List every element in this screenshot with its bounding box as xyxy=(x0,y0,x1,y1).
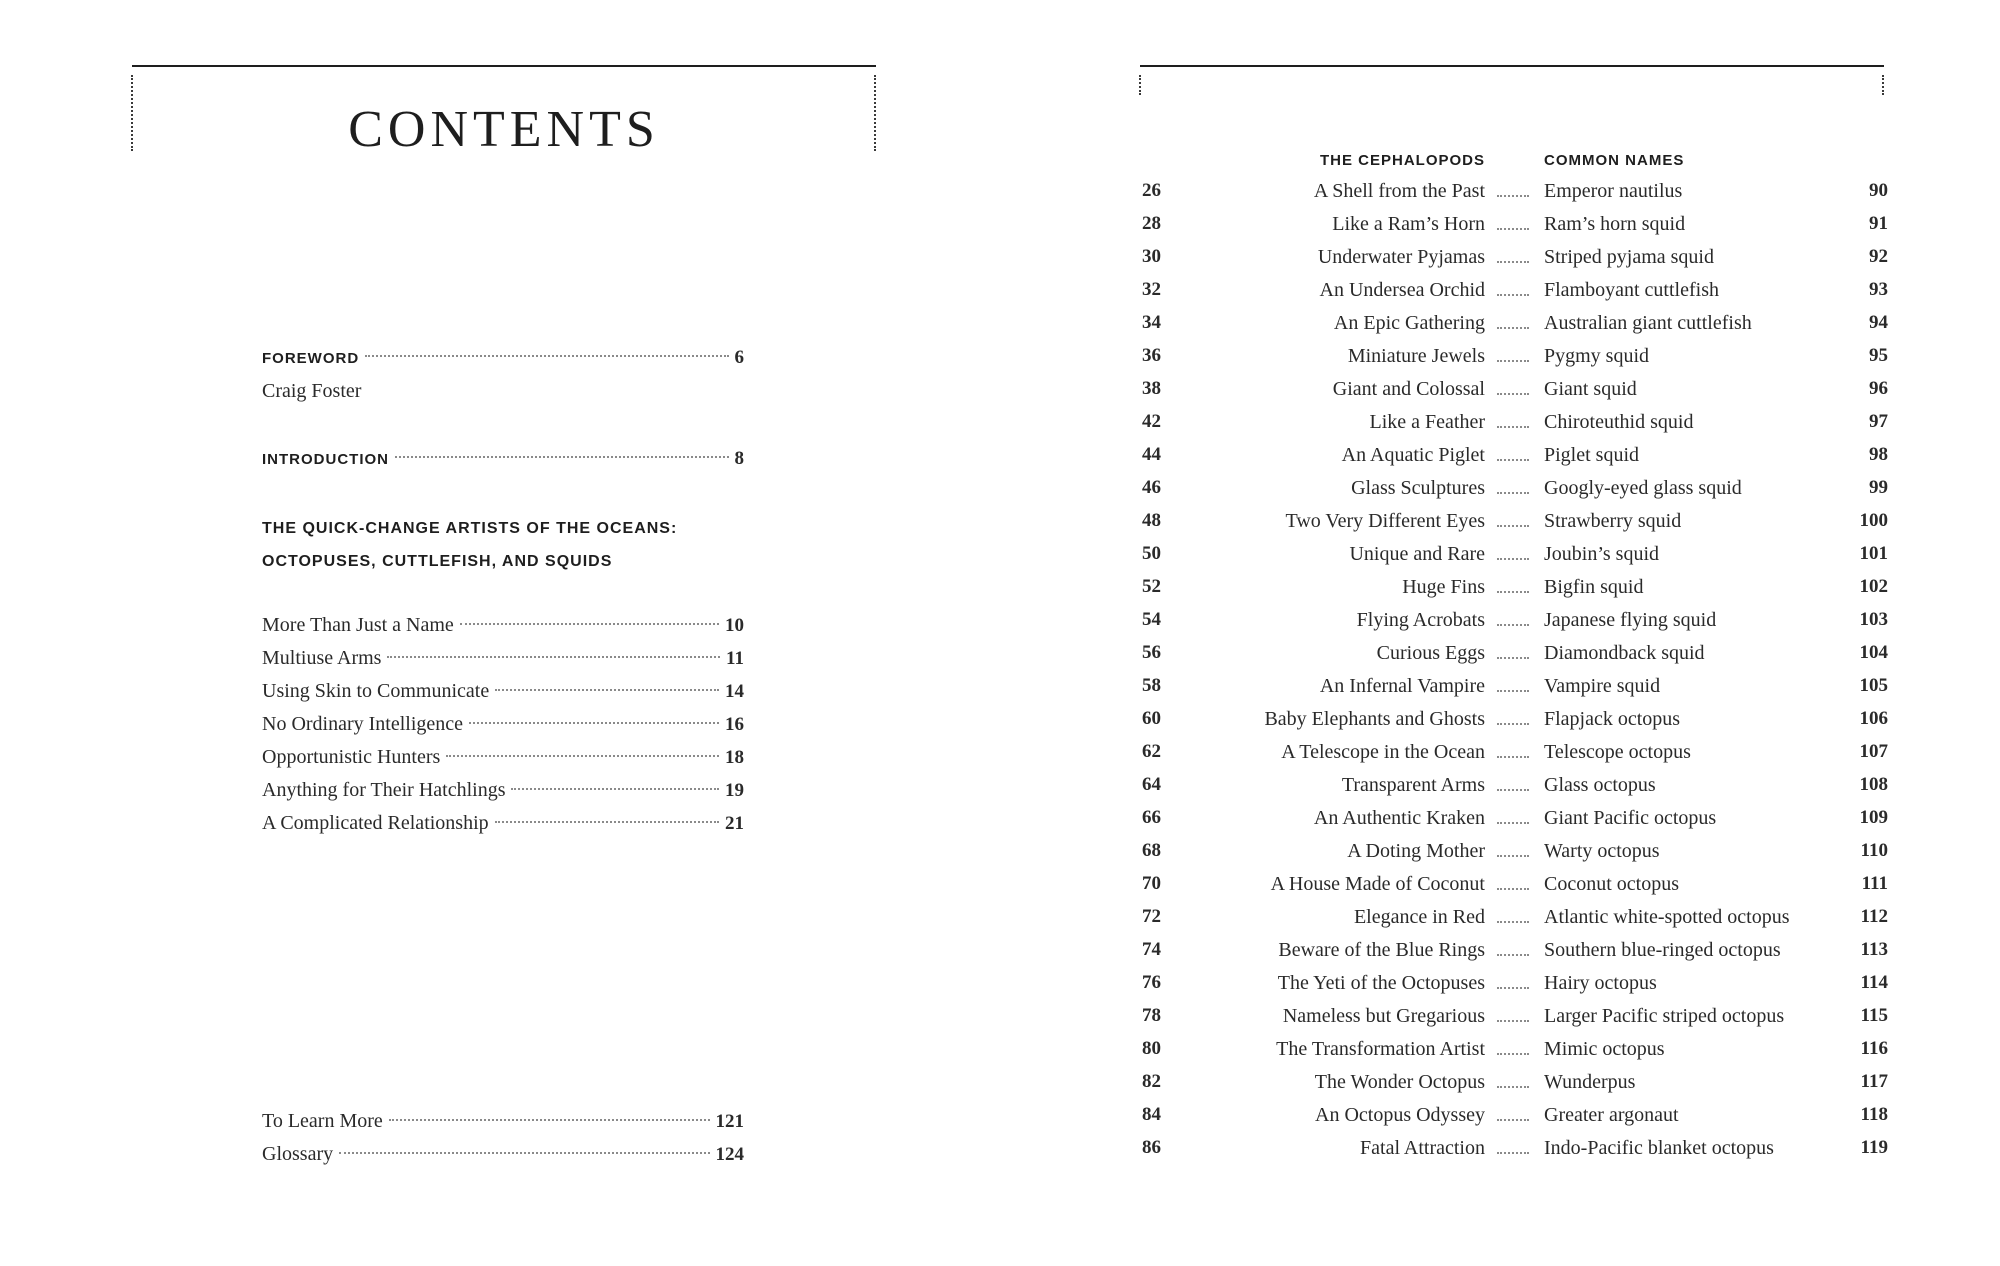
entry-page-right: 108 xyxy=(1859,774,1888,795)
entry-common-name: Glass octopus xyxy=(1544,774,1656,796)
entry-common-name: Emperor nautilus xyxy=(1544,180,1683,202)
toc-entry-chapter[interactable] xyxy=(262,746,744,776)
entry-common-name: Chiroteuthid squid xyxy=(1544,411,1694,433)
entry-title: A Shell from the Past xyxy=(1313,180,1485,202)
cephalopod-entry[interactable] xyxy=(1000,906,2000,939)
entry-page-right: 95 xyxy=(1869,345,1888,366)
cephalopod-entry[interactable] xyxy=(1000,180,2000,213)
cephalopod-entry[interactable] xyxy=(1000,510,2000,543)
entry-page-left: 28 xyxy=(1142,213,1161,234)
entry-page-right: 110 xyxy=(1860,840,1888,861)
entry-page-left: 80 xyxy=(1142,1038,1161,1059)
dot-leader xyxy=(1497,591,1529,593)
entry-title: Huge Fins xyxy=(1402,576,1485,598)
dot-leader xyxy=(511,788,719,790)
entry-common-name: Mimic octopus xyxy=(1544,1038,1665,1060)
cephalopod-entry[interactable] xyxy=(1000,807,2000,840)
entry-page-right: 117 xyxy=(1860,1071,1888,1092)
entry-common-name: Giant Pacific octopus xyxy=(1544,807,1717,829)
entry-page-right: 101 xyxy=(1859,543,1888,564)
dot-leader xyxy=(1497,987,1529,989)
dot-leader xyxy=(1497,822,1529,824)
cephalopod-entry[interactable] xyxy=(1000,1038,2000,1071)
entry-page-left: 72 xyxy=(1142,906,1161,927)
top-rule xyxy=(132,65,876,67)
entry-page-left: 56 xyxy=(1142,642,1161,663)
left-dotted-border xyxy=(1139,75,1141,95)
entry-common-name: Larger Pacific striped octopus xyxy=(1544,1005,1785,1027)
entry-title: A House Made of Coconut xyxy=(1270,873,1485,895)
dot-leader xyxy=(1497,492,1529,494)
toc-entry-label: No Ordinary Intelligence xyxy=(262,713,464,735)
cephalopod-entry[interactable] xyxy=(1000,543,2000,576)
entry-title: Giant and Colossal xyxy=(1332,378,1485,400)
dot-leader xyxy=(1497,723,1529,725)
dot-leader xyxy=(1497,261,1529,263)
entry-common-name: Bigfin squid xyxy=(1544,576,1644,598)
dot-leader xyxy=(1497,888,1529,890)
entry-page-left: 52 xyxy=(1142,576,1161,597)
page-title: CONTENTS xyxy=(348,101,660,158)
entry-page-left: 68 xyxy=(1142,840,1161,861)
entry-page-left: 78 xyxy=(1142,1005,1161,1026)
entry-page-left: 46 xyxy=(1142,477,1161,498)
cephalopod-entry[interactable] xyxy=(1000,939,2000,972)
toc-entry-glossary[interactable] xyxy=(262,1143,744,1173)
entry-page-right: 107 xyxy=(1859,741,1888,762)
toc-page-number: 11 xyxy=(726,648,744,669)
toc-page-number: 14 xyxy=(725,681,744,702)
entry-page-left: 54 xyxy=(1142,609,1161,630)
toc-page-number: 6 xyxy=(734,347,744,368)
entry-common-name: Strawberry squid xyxy=(1544,510,1682,532)
entry-title: An Undersea Orchid xyxy=(1319,279,1485,301)
dot-leader xyxy=(495,689,719,691)
toc-entry-chapter[interactable] xyxy=(262,713,744,743)
toc-page-number: 21 xyxy=(725,813,744,834)
entry-common-name: Greater argonaut xyxy=(1544,1104,1679,1126)
entry-title: Fatal Attraction xyxy=(1360,1137,1485,1159)
cephalopod-entry[interactable] xyxy=(1000,840,2000,873)
entry-title: Nameless but Gregarious xyxy=(1282,1005,1485,1027)
entry-common-name: Telescope octopus xyxy=(1544,741,1691,763)
entry-page-right: 112 xyxy=(1860,906,1888,927)
entry-page-left: 26 xyxy=(1142,180,1161,201)
entry-page-left: 70 xyxy=(1142,873,1161,894)
dot-leader xyxy=(387,656,720,658)
entry-page-left: 34 xyxy=(1142,312,1161,333)
entry-page-left: 32 xyxy=(1142,279,1161,300)
entry-page-right: 103 xyxy=(1859,609,1888,630)
toc-page-number: 19 xyxy=(725,780,744,801)
dot-leader xyxy=(1497,294,1529,296)
entry-page-right: 99 xyxy=(1869,477,1888,498)
cephalopod-entry[interactable] xyxy=(1000,972,2000,1005)
toc-entry-label: INTRODUCTION xyxy=(262,451,389,468)
entry-title: An Infernal Vampire xyxy=(1319,675,1485,697)
entry-title: Like a Ram’s Horn xyxy=(1332,213,1485,235)
entry-page-left: 36 xyxy=(1142,345,1161,366)
toc-entry-label: To Learn More xyxy=(262,1110,383,1132)
cephalopod-entry[interactable] xyxy=(1000,444,2000,477)
entry-title: Glass Sculptures xyxy=(1351,477,1485,499)
dot-leader xyxy=(469,722,719,724)
column-header-cephalopods: THE CEPHALOPODS xyxy=(1319,152,1485,169)
entry-page-left: 42 xyxy=(1142,411,1161,432)
entry-page-right: 114 xyxy=(1860,972,1888,993)
toc-page-number: 18 xyxy=(725,747,744,768)
dot-leader xyxy=(1497,1119,1529,1121)
dot-leader xyxy=(339,1152,709,1154)
dot-leader xyxy=(1497,657,1529,659)
entry-common-name: Southern blue-ringed octopus xyxy=(1544,939,1781,961)
cephalopod-entry[interactable] xyxy=(1000,609,2000,642)
toc-page-number: 8 xyxy=(734,448,744,469)
dot-leader xyxy=(495,821,719,823)
entry-common-name: Ram’s horn squid xyxy=(1544,213,1686,235)
toc-page-number: 10 xyxy=(725,615,744,636)
foreword-author: Craig Foster xyxy=(262,380,362,402)
entry-title: An Epic Gathering xyxy=(1333,312,1485,334)
entry-title: Curious Eggs xyxy=(1376,642,1485,664)
entry-page-right: 94 xyxy=(1869,312,1888,333)
entry-page-left: 30 xyxy=(1142,246,1161,267)
toc-entry-chapter[interactable] xyxy=(262,779,744,809)
entry-page-left: 58 xyxy=(1142,675,1161,696)
entry-page-right: 109 xyxy=(1859,807,1888,828)
toc-entry-label: More Than Just a Name xyxy=(262,614,454,636)
column-header-common-names: COMMON NAMES xyxy=(1544,152,1685,169)
dot-leader xyxy=(395,456,729,458)
entry-common-name: Atlantic white-spotted octopus xyxy=(1544,906,1790,928)
entry-common-name: Joubin’s squid xyxy=(1544,543,1660,565)
dot-leader xyxy=(1497,195,1529,197)
entry-title: The Yeti of the Octopuses xyxy=(1277,972,1485,994)
dot-leader xyxy=(365,355,728,357)
dot-leader xyxy=(1497,756,1529,758)
section-heading-line2: OCTOPUSES, CUTTLEFISH, AND SQUIDS xyxy=(262,553,613,570)
entry-page-right: 106 xyxy=(1859,708,1888,729)
cephalopod-entry[interactable] xyxy=(1000,708,2000,741)
cephalopod-entry[interactable] xyxy=(1000,279,2000,312)
entry-title: An Octopus Odyssey xyxy=(1315,1104,1485,1126)
entry-title: An Authentic Kraken xyxy=(1313,807,1485,829)
entry-page-left: 38 xyxy=(1142,378,1161,399)
cephalopod-entry[interactable] xyxy=(1000,675,2000,708)
entry-common-name: Australian giant cuttlefish xyxy=(1544,312,1752,334)
entry-page-right: 118 xyxy=(1860,1104,1888,1125)
entry-title: The Transformation Artist xyxy=(1276,1038,1485,1060)
dot-leader xyxy=(389,1119,710,1121)
dot-leader xyxy=(1497,459,1529,461)
entry-title: Baby Elephants and Ghosts xyxy=(1264,708,1485,730)
entry-title: Like a Feather xyxy=(1369,411,1485,433)
entry-title: Beware of the Blue Rings xyxy=(1278,939,1485,961)
dot-leader xyxy=(1497,1152,1529,1154)
dot-leader xyxy=(1497,525,1529,527)
cephalopod-entry[interactable] xyxy=(1000,378,2000,411)
cephalopod-entry[interactable] xyxy=(1000,741,2000,774)
entry-title: Flying Acrobats xyxy=(1356,609,1485,631)
cephalopod-entry[interactable] xyxy=(1000,642,2000,675)
entry-common-name: Flapjack octopus xyxy=(1544,708,1681,730)
top-rule xyxy=(1140,65,1884,67)
entry-page-left: 60 xyxy=(1142,708,1161,729)
dot-leader xyxy=(1497,558,1529,560)
entry-common-name: Indo-Pacific blanket octopus xyxy=(1544,1137,1774,1159)
entry-common-name: Vampire squid xyxy=(1544,675,1661,697)
entry-page-right: 92 xyxy=(1869,246,1888,267)
entry-title: A Telescope in the Ocean xyxy=(1281,741,1485,763)
entry-page-right: 104 xyxy=(1859,642,1888,663)
toc-entry-label: Anything for Their Hatchlings xyxy=(262,779,506,801)
entry-common-name: Giant squid xyxy=(1544,378,1637,400)
cephalopod-entry[interactable] xyxy=(1000,312,2000,345)
entry-common-name: Japanese flying squid xyxy=(1544,609,1717,631)
dot-leader xyxy=(1497,393,1529,395)
cephalopod-entry[interactable] xyxy=(1000,774,2000,807)
entry-page-left: 86 xyxy=(1142,1137,1161,1158)
entry-title: Two Very Different Eyes xyxy=(1285,510,1485,532)
cephalopod-entry[interactable] xyxy=(1000,411,2000,444)
entry-page-right: 100 xyxy=(1859,510,1888,531)
entry-common-name: Diamondback squid xyxy=(1544,642,1705,664)
toc-entry-label: Using Skin to Communicate xyxy=(262,680,490,702)
cephalopod-entry[interactable] xyxy=(1000,1104,2000,1137)
toc-entry-label: FOREWORD xyxy=(262,350,360,367)
dot-leader xyxy=(1497,1020,1529,1022)
toc-entry-chapter[interactable] xyxy=(262,680,744,710)
toc-entry-label: A Complicated Relationship xyxy=(262,812,489,834)
dot-leader xyxy=(1497,690,1529,692)
toc-entry-label: Multiuse Arms xyxy=(262,647,382,669)
entry-page-left: 64 xyxy=(1142,774,1161,795)
dot-leader xyxy=(1497,327,1529,329)
entry-page-left: 82 xyxy=(1142,1071,1161,1092)
dot-leader xyxy=(446,755,719,757)
entry-title: Elegance in Red xyxy=(1353,906,1485,928)
entry-page-left: 62 xyxy=(1142,741,1161,762)
entry-page-left: 50 xyxy=(1142,543,1161,564)
cephalopod-entry[interactable] xyxy=(1000,213,2000,246)
right-page xyxy=(1000,0,2000,1266)
dot-leader xyxy=(1497,1053,1529,1055)
toc-entry-label: Glossary xyxy=(262,1143,334,1165)
dot-leader xyxy=(1497,855,1529,857)
entry-common-name: Piglet squid xyxy=(1544,444,1640,466)
section-heading-line1: THE QUICK-CHANGE ARTISTS OF THE OCEANS: xyxy=(262,520,678,537)
dot-leader xyxy=(1497,228,1529,230)
entry-page-right: 96 xyxy=(1869,378,1888,399)
toc-entry-chapter[interactable] xyxy=(262,614,744,644)
entry-common-name: Striped pyjama squid xyxy=(1544,246,1714,268)
cephalopod-entry[interactable] xyxy=(1000,873,2000,906)
entry-page-right: 119 xyxy=(1860,1137,1888,1158)
cephalopod-entry[interactable] xyxy=(1000,477,2000,510)
toc-entry-chapter[interactable] xyxy=(262,647,744,677)
toc-entry-label: Opportunistic Hunters xyxy=(262,746,441,768)
toc-entry-chapter[interactable] xyxy=(262,812,744,842)
entry-page-right: 91 xyxy=(1869,213,1888,234)
entry-page-right: 97 xyxy=(1869,411,1888,432)
cephalopod-entry[interactable] xyxy=(1000,1005,2000,1038)
dot-leader xyxy=(460,623,719,625)
entry-common-name: Warty octopus xyxy=(1544,840,1660,862)
cephalopod-entry[interactable] xyxy=(1000,1071,2000,1104)
entry-page-right: 90 xyxy=(1869,180,1888,201)
toc-entry-foreword[interactable] xyxy=(262,347,744,377)
entry-common-name: Coconut octopus xyxy=(1544,873,1679,895)
entry-page-right: 111 xyxy=(1861,873,1888,894)
dot-leader xyxy=(1497,426,1529,428)
dot-leader xyxy=(1497,624,1529,626)
entry-common-name: Hairy octopus xyxy=(1544,972,1657,994)
entry-title: Underwater Pyjamas xyxy=(1317,246,1485,268)
right-dotted-border xyxy=(1882,75,1884,95)
dot-leader xyxy=(1497,789,1529,791)
cephalopod-entry[interactable] xyxy=(1000,246,2000,279)
entry-page-left: 44 xyxy=(1142,444,1161,465)
entry-page-left: 74 xyxy=(1142,939,1161,960)
entry-page-right: 102 xyxy=(1859,576,1888,597)
cephalopod-entry[interactable] xyxy=(1000,345,2000,378)
entry-title: An Aquatic Piglet xyxy=(1341,444,1485,466)
dot-leader xyxy=(1497,360,1529,362)
cephalopod-entry[interactable] xyxy=(1000,1137,2000,1170)
entry-page-left: 76 xyxy=(1142,972,1161,993)
entry-common-name: Flamboyant cuttlefish xyxy=(1544,279,1719,301)
dot-leader xyxy=(1497,1086,1529,1088)
entry-title: Unique and Rare xyxy=(1349,543,1485,565)
entry-page-right: 115 xyxy=(1860,1005,1888,1026)
dot-leader xyxy=(1497,954,1529,956)
entry-title: Transparent Arms xyxy=(1341,774,1485,796)
entry-page-right: 98 xyxy=(1869,444,1888,465)
entry-page-left: 48 xyxy=(1142,510,1161,531)
entry-common-name: Pygmy squid xyxy=(1544,345,1650,367)
entry-page-left: 66 xyxy=(1142,807,1161,828)
entry-page-right: 116 xyxy=(1860,1038,1888,1059)
entry-common-name: Wunderpus xyxy=(1544,1071,1636,1093)
entry-page-right: 113 xyxy=(1860,939,1888,960)
entry-page-right: 105 xyxy=(1859,675,1888,696)
entry-title: The Wonder Octopus xyxy=(1314,1071,1485,1093)
entry-common-name: Googly-eyed glass squid xyxy=(1544,477,1742,499)
toc-page-number: 121 xyxy=(715,1111,744,1132)
toc-page-number: 16 xyxy=(725,714,744,735)
entry-page-left: 84 xyxy=(1142,1104,1161,1125)
toc-entry-to-learn-more[interactable] xyxy=(262,1110,744,1140)
cephalopod-entry[interactable] xyxy=(1000,576,2000,609)
toc-entry-introduction[interactable] xyxy=(262,448,744,478)
entry-page-right: 93 xyxy=(1869,279,1888,300)
entry-title: A Doting Mother xyxy=(1347,840,1485,862)
entry-title: Miniature Jewels xyxy=(1347,345,1485,367)
dot-leader xyxy=(1497,921,1529,923)
toc-page-number: 124 xyxy=(715,1144,744,1165)
